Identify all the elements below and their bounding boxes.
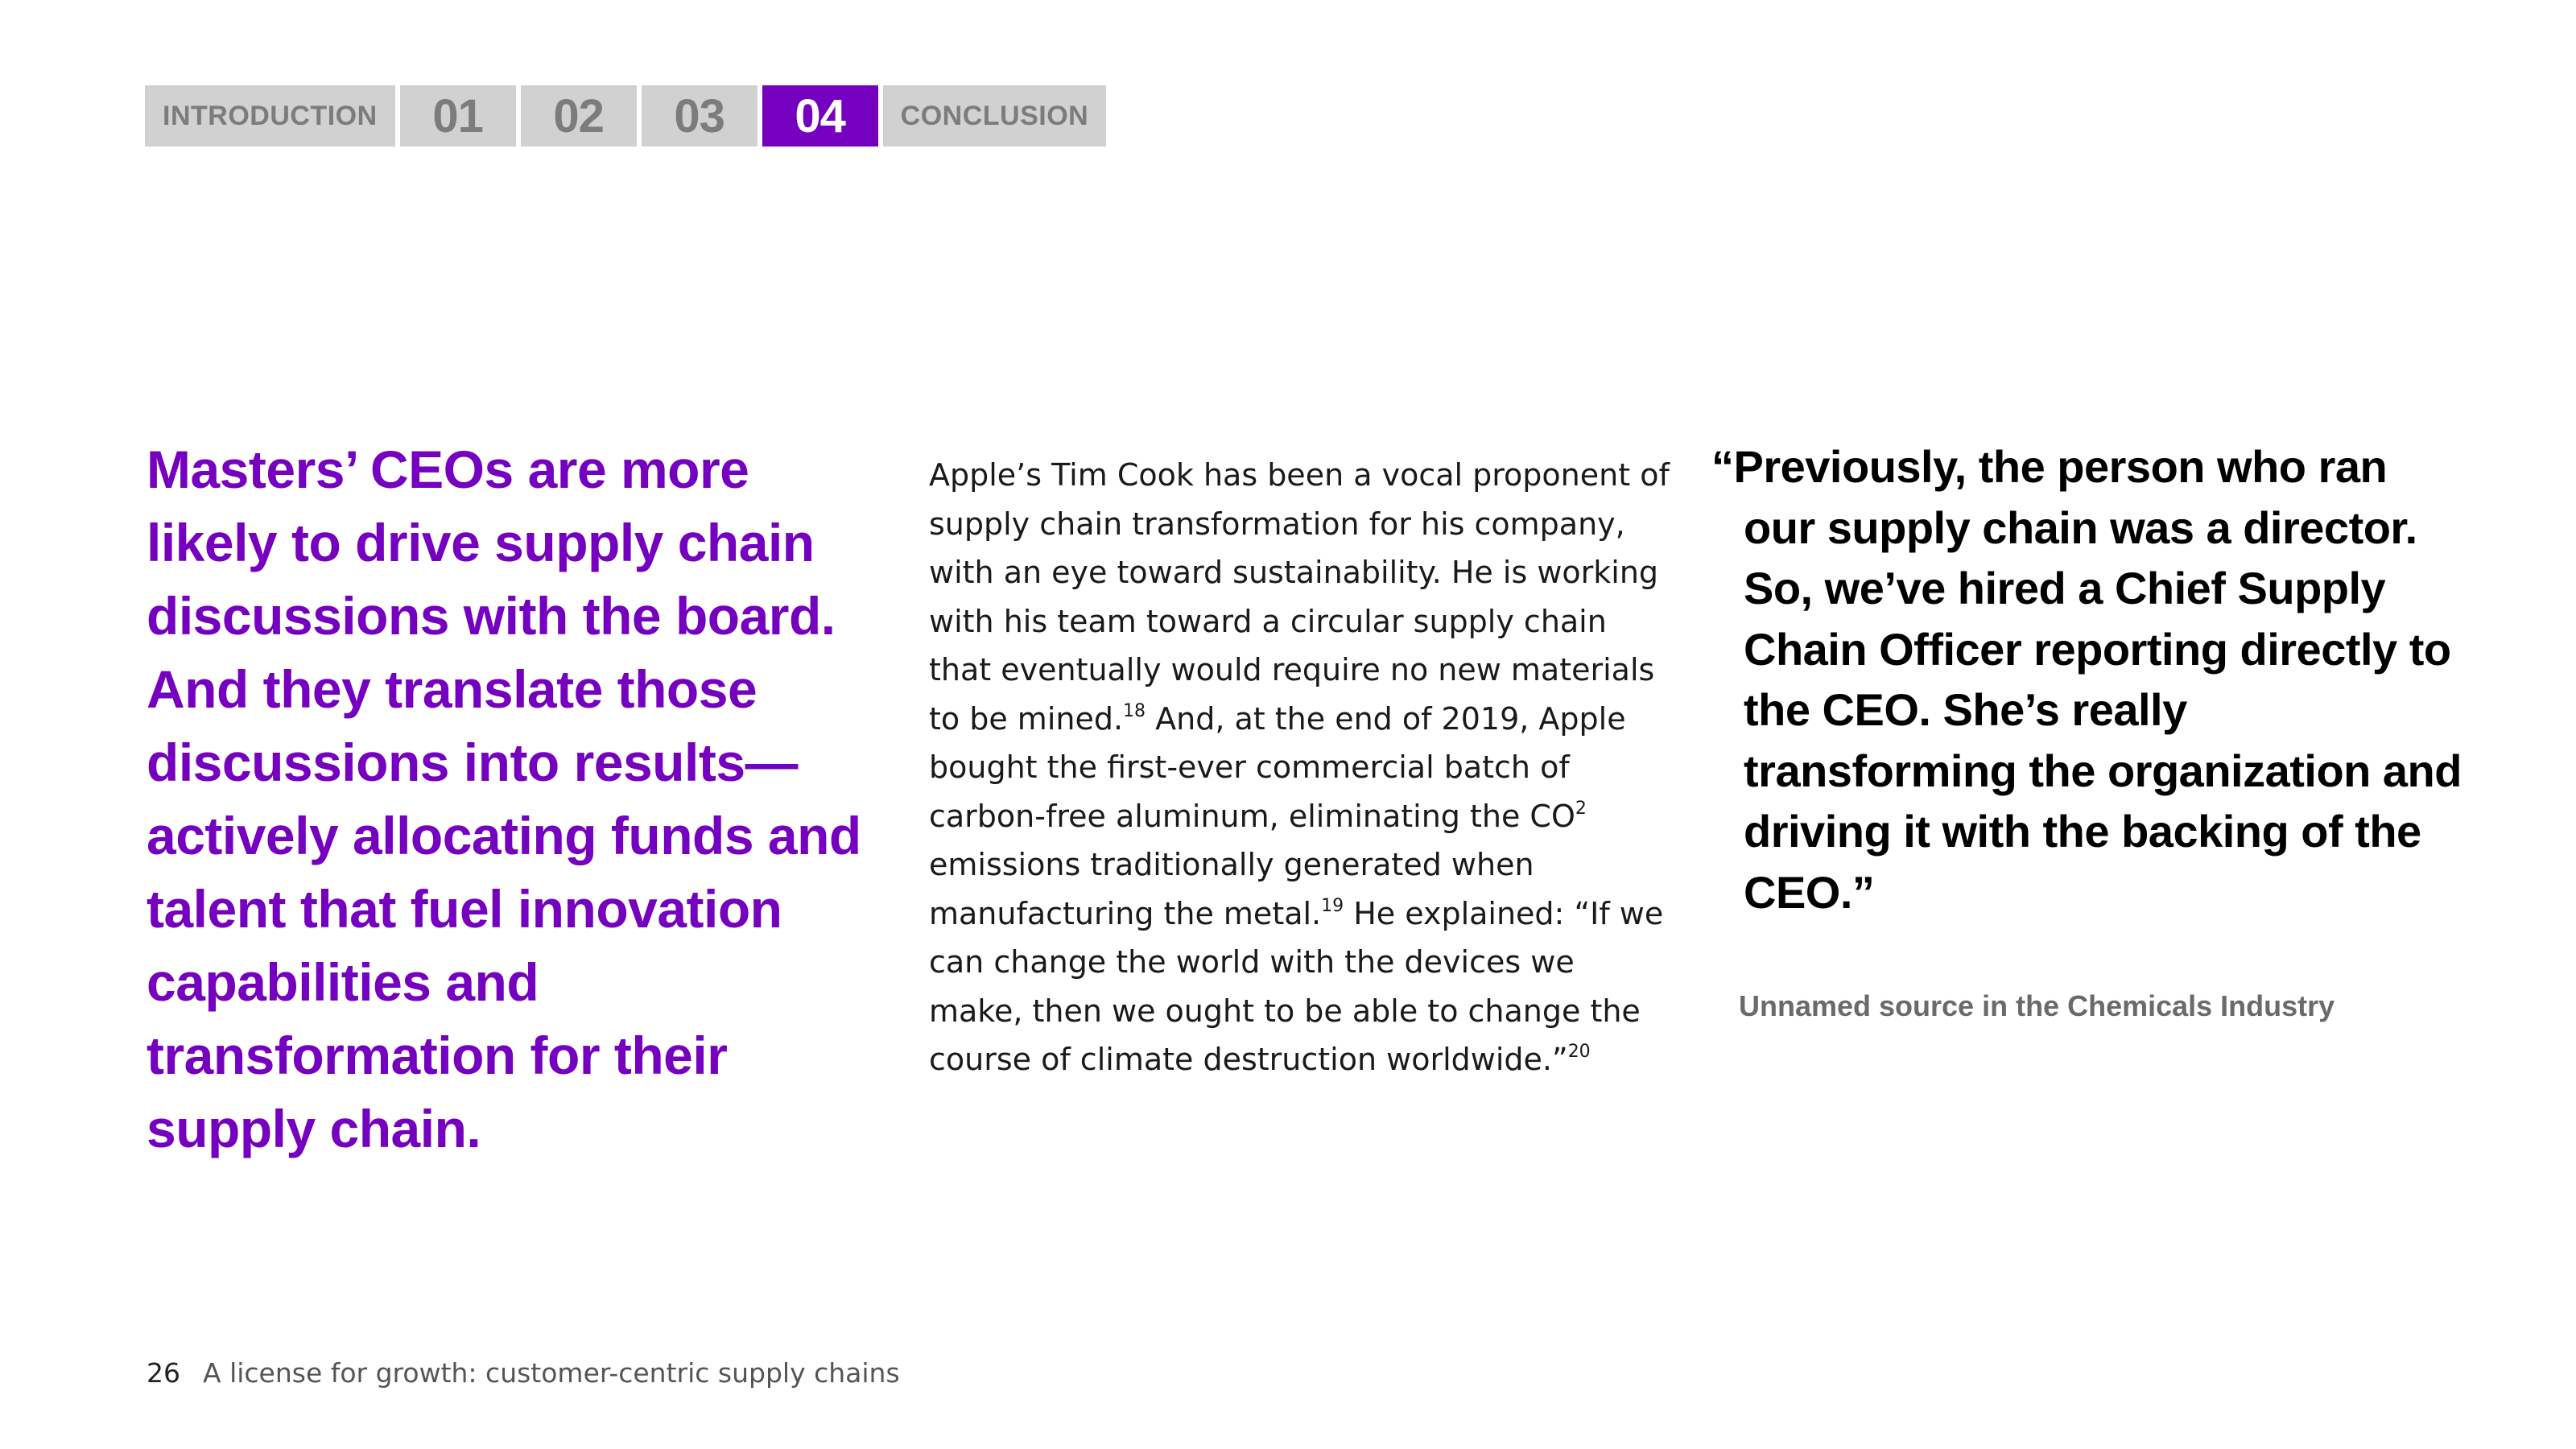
document-title: A license for growth: customer-centric supply chains <box>203 1357 900 1389</box>
page-number: 26 <box>147 1357 180 1389</box>
footnote-ref-18: 18 <box>1123 700 1146 721</box>
pull-quote: “Previously, the person who ran our supply chain was a director. So, we’ve hired a Chief Supply Chain Officer reporting directly to the CEO. She’s really transforming the organization and driving it with the backing of the CEO.” <box>1711 441 2462 918</box>
footnote-ref-19: 19 <box>1321 895 1344 916</box>
body-text-part3: emissions traditionally generated when manufacturing the metal. <box>929 847 1534 931</box>
headline-callout: Masters’ CEOs are more likely to drive supply chain discussions with the board. And they translate those discussions into results—actively allocating funds and talent that fuel innovation capabilities and transformation for their supply chain. <box>147 440 861 1158</box>
body-text-part1: Apple’s Tim Cook has been a vocal proponent of supply chain transformation for his company, with an eye toward sustainability. He is working with his team toward a circular supply chain that eventually would require no new materials to be mined. <box>929 457 1670 737</box>
body-text-part4: He explained: “If we can change the world with the devices we make, then we ought to be able to change the course of climate destruction worldwide.” <box>929 895 1664 1077</box>
co2-subscript: 2 <box>1575 798 1587 819</box>
tab-introduction[interactable]: INTRODUCTION <box>145 85 395 147</box>
quote-attribution: Unnamed source in the Chemicals Industry <box>1739 989 2335 1022</box>
body-paragraph <box>929 451 1678 1084</box>
section-navigation <box>145 85 1106 147</box>
tab-section-03[interactable]: 03 <box>642 85 758 147</box>
tab-section-02[interactable]: 02 <box>521 85 637 147</box>
footnote-ref-20: 20 <box>1567 1042 1591 1062</box>
tab-section-04-active[interactable]: 04 <box>762 85 878 147</box>
body-text-part2: And, at the end of 2019, Apple bought the first-ever commercial batch of carbon-free aluminum, eliminating the CO <box>929 700 1626 834</box>
tab-conclusion[interactable]: CONCLUSION <box>883 85 1107 147</box>
tab-section-01[interactable]: 01 <box>400 85 516 147</box>
page-footer <box>147 1357 900 1389</box>
